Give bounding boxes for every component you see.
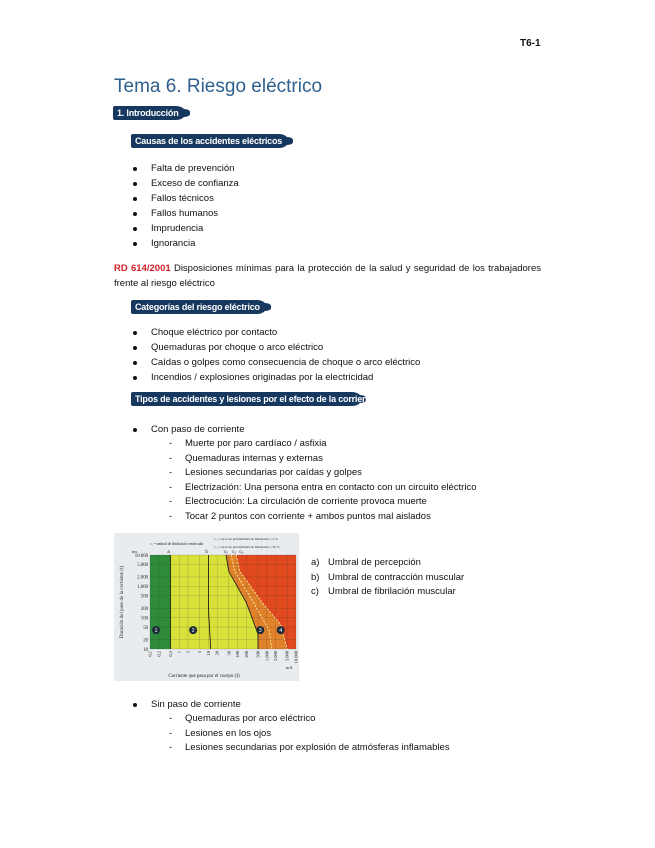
- x-tick-label: 20: [214, 651, 220, 656]
- page-title: Tema 6. Riesgo eléctrico: [114, 76, 323, 97]
- current-effects-chart: [114, 533, 299, 681]
- x-tick-label: 2: [185, 651, 191, 654]
- x-tick-label: 5: [197, 651, 203, 654]
- list-item: Exceso de confianza: [131, 176, 239, 191]
- list-item: Falta de prevención: [131, 161, 239, 176]
- annotation-c2: c₂ = curva de probabilidad de fibrilación = 5 %: [214, 537, 278, 541]
- x-tick-label: 200: [243, 651, 249, 658]
- list-item: - Lesiones secundarias por caídas y golpes: [167, 466, 477, 481]
- x-tick-label: 50: [226, 651, 232, 656]
- x-tick-label: 100: [235, 651, 241, 658]
- sin-paso-items: [167, 712, 450, 756]
- chart-svg: [114, 533, 299, 681]
- y-tick-label: 20: [143, 638, 148, 644]
- list-item: Incendios / explosiones originadas por la electricidad: [131, 370, 420, 385]
- list-item: Ignorancia: [131, 236, 239, 251]
- umbral-text: Umbral de percepción: [328, 557, 421, 568]
- umbrales-list: [311, 556, 464, 600]
- causas-list: [131, 161, 239, 251]
- y-unit-label: ms: [132, 549, 138, 554]
- section-heading-categorias: Categorías del riesgo eléctrico: [131, 300, 266, 314]
- zone-label: 3: [258, 628, 262, 635]
- sin-paso-list: [131, 697, 241, 712]
- x-tick-label: 0,1: [147, 651, 153, 657]
- list-item: Fallos humanos: [131, 206, 239, 221]
- list-item: [311, 556, 464, 571]
- y-tick-label: 100: [140, 616, 148, 622]
- x-tick-label: 0,2: [156, 651, 162, 657]
- y-tick-label: 10: [143, 647, 148, 653]
- sin-paso-label: Sin paso de corriente: [131, 697, 241, 712]
- umbral-key: b): [311, 571, 320, 583]
- y-tick-label: 2.000: [137, 575, 148, 581]
- list-item: - Electrocución: La circulación de corriente provoca muerte: [167, 495, 477, 510]
- x-tick-label: 1.000: [264, 651, 270, 662]
- rd-text: Disposiciones mínimas para la protección de la salud y seguridad de los trabajadores frente al riesgo eléctrico: [114, 263, 541, 289]
- list-item: - Lesiones secundarias por explosión de atmósferas inflamables: [167, 741, 450, 756]
- zone-1-area: [150, 555, 170, 649]
- umbral-text: Umbral de contracción muscular: [328, 571, 465, 583]
- list-item: - Quemaduras por arco eléctrico: [167, 712, 450, 727]
- umbral-text: Umbral de fibrilación muscular: [328, 586, 456, 598]
- x-tick-label: 5.000: [284, 651, 290, 662]
- x-tick-label: 0,5: [167, 651, 173, 657]
- page-number: T6-1: [520, 38, 541, 49]
- list-item: [311, 585, 464, 600]
- x-tick-label: 10: [205, 651, 211, 656]
- y-tick-label: 200: [140, 607, 148, 613]
- list-item: - Electrización: Una persona entra en contacto con un circuito eléctrico: [167, 481, 477, 496]
- zone-label: 1: [154, 628, 158, 635]
- list-item: Quemaduras por choque o arco eléctrico: [131, 340, 420, 355]
- x-unit-label: mA: [286, 665, 293, 670]
- categorias-list: [131, 325, 420, 385]
- y-tick-label: 50: [143, 625, 148, 631]
- curve-label: a: [167, 549, 170, 554]
- zone-label: 2: [191, 628, 195, 635]
- con-paso-list: [131, 422, 244, 437]
- list-item: - Quemaduras internas y externas: [167, 452, 477, 467]
- con-paso-items: [167, 437, 477, 525]
- list-item: Fallos técnicos: [131, 191, 239, 206]
- umbral-key: c): [311, 586, 319, 598]
- rd-paragraph: [114, 261, 541, 291]
- list-item: - Lesiones en los ojos: [167, 727, 450, 742]
- curve-label: c₂: [232, 549, 237, 554]
- list-item: Imprudencia: [131, 221, 239, 236]
- annotation-c1: c₁ = umbral de fibrilación ventricular: [150, 542, 204, 546]
- x-tick-label: 1: [176, 651, 182, 654]
- curve-label: c₃: [239, 549, 244, 554]
- y-axis-title: Duración del paso de la corriente (t): [120, 565, 125, 639]
- section-heading-tipos: Tipos de accidentes y lesiones por el efecto de la corriente: [131, 392, 361, 406]
- section-heading-intro: 1. Introducción: [113, 106, 185, 120]
- umbral-key: a): [311, 557, 320, 568]
- list-item: Choque eléctrico por contacto: [131, 325, 420, 340]
- curve-label: c₁: [223, 549, 228, 554]
- x-axis-title: Corriente que pasa por el cuerpo (I): [168, 674, 240, 679]
- x-tick-label: 500: [255, 651, 261, 658]
- list-item: - Tocar 2 puntos con corriente + ambos puntos mal aislados: [167, 510, 477, 525]
- zone-label: 4: [279, 628, 283, 635]
- list-item: - Muerte por paro cardíaco / asfixia: [167, 437, 477, 452]
- y-tick-label: 10.000: [134, 553, 148, 559]
- annotation-c3: c₃ = curva de probabilidad de fibrilación = 50 %: [214, 545, 280, 549]
- y-tick-label: 5.000: [137, 563, 148, 569]
- list-item: [311, 571, 464, 586]
- rd-code: RD 614/2001: [114, 263, 171, 274]
- y-tick-label: 500: [140, 594, 148, 600]
- section-heading-causas: Causas de los accidentes eléctricos: [131, 134, 288, 148]
- y-tick-label: 1.000: [137, 585, 148, 591]
- x-tick-label: 2.000: [273, 651, 279, 662]
- list-item: Caídas o golpes como consecuencia de choque o arco eléctrico: [131, 355, 420, 370]
- con-paso-label: Con paso de corriente: [131, 422, 244, 437]
- curve-label: b: [205, 549, 208, 554]
- x-tick-label: 10.000: [293, 651, 299, 664]
